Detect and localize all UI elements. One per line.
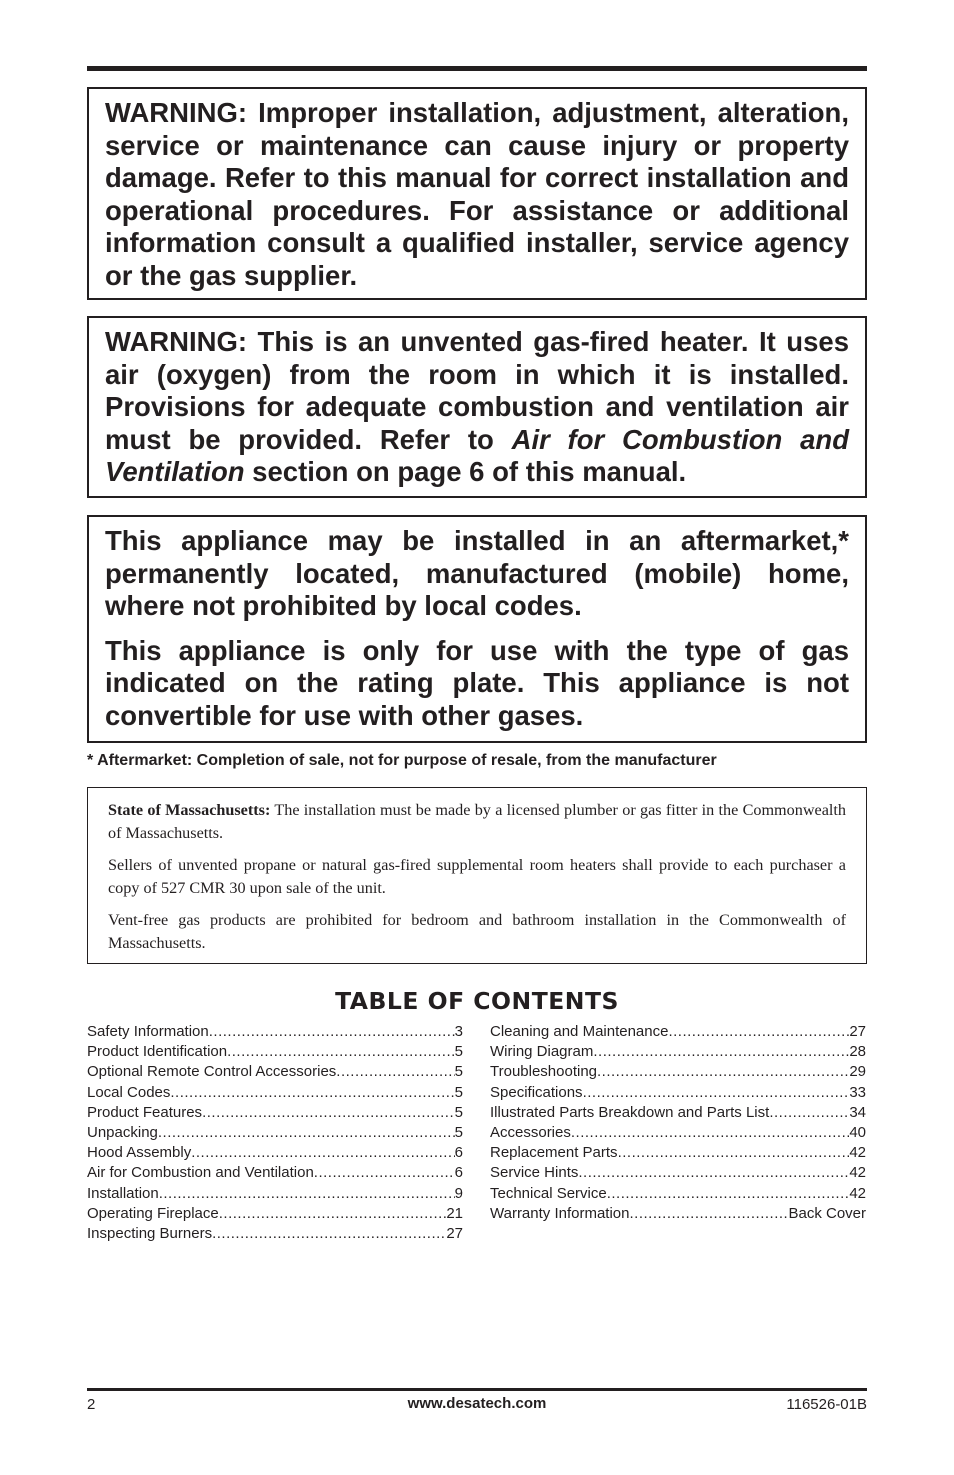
notice-gas-type: This appliance is only for use with the type of gas indicated on the rating plate. This appliance is not convertible for use with other gases. [105, 634, 849, 731]
footer-url: www.desatech.com [407, 1395, 547, 1412]
notice-box-appliance [87, 515, 867, 743]
toc-entry [490, 1143, 866, 1163]
toc-leader-dots [597, 1062, 849, 1082]
notice-mobile-home: This appliance may be installed in an aftermarket,* permanently located, manufactured (mobile) home, where not prohibited by local codes. [105, 525, 849, 622]
toc-entry [490, 1123, 866, 1143]
toc-entry [87, 1083, 463, 1103]
toc-entry-page: 42 [849, 1184, 866, 1202]
toc-leader-dots [769, 1103, 849, 1123]
toc-entry-label: Hood Assembly [87, 1144, 192, 1162]
toc-leader-dots [578, 1163, 849, 1183]
toc-leader-dots [227, 1042, 455, 1062]
toc-entry-page: 21 [446, 1204, 463, 1222]
warning-unvented-section-ref: Air for Combustion and Ventilation [105, 423, 849, 488]
toc-leader-dots [209, 1022, 455, 1042]
toc-entry-label: Illustrated Parts Breakdown and Parts List [490, 1103, 770, 1121]
toc-entry-page: 3 [454, 1023, 463, 1040]
toc-column-left [87, 1022, 463, 1244]
warning-unvented-text-end: section on page 6 of this manual. [244, 456, 687, 488]
toc-entry-label: Cleaning and Maintenance [490, 1023, 669, 1040]
massachusetts-paragraph-2: Sellers of unvented propane or natural gas-fired supplemental room heaters shall provide to each purchaser a copy of 527 CMR 30 upon sale of the unit. [108, 856, 846, 897]
toc-entry [87, 1224, 463, 1244]
toc-leader-dots [668, 1022, 849, 1042]
toc-leader-dots [607, 1184, 850, 1204]
toc-leader-dots [593, 1042, 849, 1062]
warning-box-installation [87, 87, 867, 300]
massachusetts-lead: State of Massachusetts: [108, 801, 271, 819]
aftermarket-footnote: * Aftermarket: Completion of sale, not for purpose of resale, from the manufacturer [87, 752, 717, 769]
toc-entry-label: Warranty Information [490, 1204, 630, 1222]
toc-entry-label: Installation [87, 1184, 159, 1202]
warning-box-unvented [87, 316, 867, 498]
toc-leader-dots [191, 1143, 454, 1163]
toc-leader-dots [630, 1204, 789, 1224]
footer-doc-code: 116526-01B [786, 1396, 867, 1413]
toc-leader-dots [219, 1204, 447, 1224]
toc-entry [87, 1123, 463, 1143]
toc-entry-page: 9 [454, 1184, 463, 1202]
warning-text-unvented [105, 326, 849, 489]
toc-leader-dots [212, 1224, 446, 1244]
toc-entry-label: Service Hints [490, 1164, 579, 1182]
toc-entry-label: Product Identification [87, 1043, 228, 1061]
toc-leader-dots [336, 1062, 454, 1082]
toc-entry-page: 34 [849, 1103, 866, 1121]
toc-entry-page: 5 [454, 1103, 463, 1121]
toc-leader-dots [170, 1083, 454, 1103]
toc-leader-dots [583, 1083, 850, 1103]
toc-entry-page: 33 [849, 1083, 866, 1101]
warning-text-installation: WARNING: Improper installation, adjustment, alteration, service or maintenance can cause injury or property damage. Refer to this manual for correct installation and operational procedures. For assistance or additional information consult a qualified installer, service agency or the gas supplier. [105, 97, 849, 291]
massachusetts-notice-box [87, 787, 867, 964]
toc-entry [87, 1143, 463, 1163]
toc-entry [490, 1022, 866, 1042]
toc-entry-page: 27 [446, 1224, 463, 1242]
toc-entry-page: Back Cover [788, 1204, 866, 1222]
toc-entry-label: Replacement Parts [490, 1144, 618, 1162]
toc-entry-label: Inspecting Burners [87, 1224, 213, 1242]
toc-entry [87, 1204, 463, 1224]
warning-unvented-text-start: WARNING: This is an unvented gas-fired heater. It uses air (oxygen) from the room in which it is installed. Provisions for adequate combustion and ventilation air must be provided. Refer to [105, 326, 849, 455]
toc-entry-page: 42 [849, 1144, 866, 1162]
toc-entry-page: 42 [849, 1164, 866, 1182]
toc-entry-label: Wiring Diagram [490, 1043, 594, 1061]
toc-entry-label: Air for Combustion and Ventilation [87, 1164, 314, 1182]
toc-entry [490, 1042, 866, 1062]
toc-title: TABLE OF CONTENTS [335, 987, 619, 1015]
toc-leader-dots [159, 1184, 455, 1204]
toc-entry-page: 5 [454, 1083, 463, 1101]
toc-entry-page: 28 [849, 1043, 866, 1061]
footer-page-number: 2 [87, 1396, 96, 1413]
toc-entry-page: 40 [849, 1123, 866, 1141]
toc-entry [87, 1022, 463, 1042]
massachusetts-paragraph-3: Vent-free gas products are prohibited for bedroom and bathroom installation in the Commonwealth of Massachusetts. [108, 911, 846, 952]
toc-leader-dots [158, 1123, 455, 1143]
toc-column-right [490, 1022, 866, 1224]
toc-entry-label: Product Features [87, 1103, 203, 1121]
toc-entry-page: 5 [454, 1043, 463, 1061]
toc-entry-page: 27 [849, 1023, 866, 1040]
top-rule [87, 66, 867, 71]
toc-entry-page: 6 [454, 1164, 463, 1182]
toc-entry [490, 1184, 866, 1204]
massachusetts-paragraph-1 [108, 799, 846, 844]
toc-entry-label: Safety Information [87, 1023, 209, 1040]
toc-leader-dots [202, 1103, 455, 1123]
toc-entry-label: Operating Fireplace [87, 1204, 219, 1222]
toc-entry [87, 1062, 463, 1082]
toc-entry [87, 1103, 463, 1123]
toc-entry [87, 1184, 463, 1204]
toc-entry [490, 1103, 866, 1123]
massachusetts-p1-text: The installation must be made by a licensed plumber or gas fitter in the Commonwealth of Massachusetts. [108, 801, 846, 842]
toc-leader-dots [314, 1163, 455, 1183]
toc-entry [490, 1204, 866, 1224]
toc-entry [87, 1042, 463, 1062]
toc-entry-page: 6 [454, 1144, 463, 1162]
toc-entry-label: Optional Remote Control Accessories [87, 1063, 337, 1081]
toc-leader-dots [618, 1143, 850, 1163]
toc-entry-label: Unpacking [87, 1123, 158, 1141]
toc-entry-label: Accessories [490, 1123, 571, 1141]
toc-entry [490, 1062, 866, 1082]
toc-entry [490, 1083, 866, 1103]
toc-entry-label: Specifications [490, 1083, 583, 1101]
toc-entry-page: 29 [849, 1063, 866, 1081]
toc-entry-label: Local Codes [87, 1083, 171, 1101]
toc-entry-page: 5 [454, 1063, 463, 1081]
toc-entry [87, 1163, 463, 1183]
toc-entry [490, 1163, 866, 1183]
toc-entry-label: Technical Service [490, 1184, 607, 1202]
toc-leader-dots [571, 1123, 849, 1143]
toc-entry-label: Troubleshooting [490, 1063, 598, 1081]
bottom-rule [87, 1388, 867, 1391]
toc-entry-page: 5 [454, 1123, 463, 1141]
